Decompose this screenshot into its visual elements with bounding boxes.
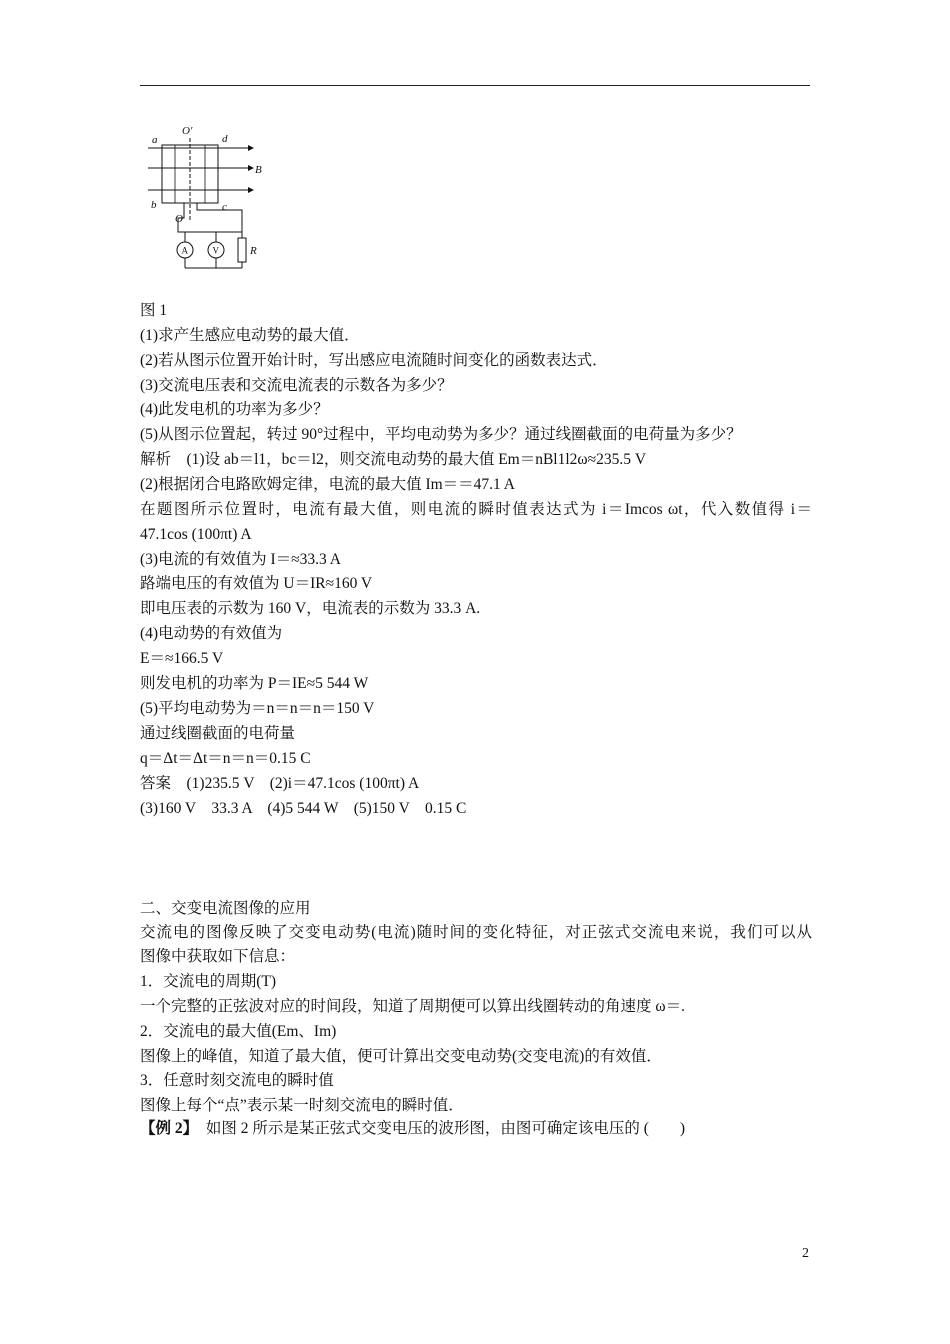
label-c: c <box>222 201 227 213</box>
header-rule <box>140 85 810 86</box>
solution-line: 路端电压的有效值为 U＝IR≈160 V <box>140 575 373 592</box>
section-intro: 图像中获取如下信息： <box>140 948 296 965</box>
question-5: (5)从图示位置起，转过 90°过程中，平均电动势为多少？通过线圈截面的电荷量为多少？ <box>140 426 742 443</box>
question-2: (2)若从图示位置开始计时，写出感应电流随时间变化的函数表达式． <box>140 352 608 369</box>
section-item: 2．交流电的最大值(Em、Im) <box>140 1023 337 1040</box>
solution-line: (4)电动势的有效值为 <box>140 625 283 642</box>
example-label: 【例 2】 <box>140 1120 191 1137</box>
section-item: 3．任意时刻交流电的瞬时值 <box>140 1072 334 1089</box>
solution-line: 在题图所示位置时，电流有最大值，则电流的瞬时值表达式为 i＝Imcos ωt，代入数值得 i＝ <box>140 501 812 518</box>
page-number: 2 <box>802 1246 809 1261</box>
label-o: O <box>175 213 183 225</box>
field-arrow-3 <box>248 187 254 193</box>
label-o-prime: O′ <box>182 125 193 137</box>
section-item: 一个完整的正弦波对应的时间段，知道了周期便可以算出线圈转动的角速度 ω＝. <box>140 998 685 1015</box>
solution-line: 则发电机的功率为 P＝IE≈5 544 W <box>140 675 369 692</box>
solution-line: q＝Δt＝Δt＝n＝n＝0.15 C <box>140 750 311 767</box>
label-b-field: B <box>255 164 262 176</box>
field-arrow-2 <box>248 165 254 171</box>
question-3: (3)交流电压表和交流电流表的示数各为多少？ <box>140 377 453 394</box>
section-item: 1．交流电的周期(T) <box>140 973 277 990</box>
section-item: 图像上每个“点”表示某一时刻交流电的瞬时值． <box>140 1097 464 1114</box>
question-1: (1)求产生感应电动势的最大值． <box>140 327 360 344</box>
label-a: a <box>152 134 158 146</box>
label-ammeter: A <box>181 245 188 256</box>
example-text: 如图 2 所示是某正弦式交变电压的波形图，由图可确定该电压的 ( ) <box>190 1120 686 1137</box>
label-voltmeter: V <box>212 245 219 256</box>
solution-line: 47.1cos (100πt) A <box>140 526 252 543</box>
label-d: d <box>222 133 228 145</box>
solution-line: 即电压表的示数为 160 V，电流表的示数为 33.3 A. <box>140 600 481 617</box>
field-arrow-1 <box>248 145 254 151</box>
label-resistor: R <box>250 245 257 257</box>
answer-line: (3)160 V 33.3 A (4)5 544 W (5)150 V 0.15 C <box>140 800 467 817</box>
solution-line: (2)根据闭合电路欧姆定律，电流的最大值 Im＝＝47.1 A <box>140 476 516 493</box>
solution-line: E＝≈166.5 V <box>140 650 224 667</box>
solution-line: (3)电流的有效值为 I＝≈33.3 A <box>140 551 341 568</box>
question-4: (4)此发电机的功率为多少？ <box>140 401 329 418</box>
lead-right <box>197 203 242 232</box>
solution-line: (5)平均电动势为＝n＝n＝n＝150 V <box>140 700 375 717</box>
figure-caption: 图 1 <box>140 302 168 319</box>
resistor-icon <box>238 238 246 262</box>
section-item: 图像上的峰值，知道了最大值，便可计算出交变电动势(交变电流)的有效值． <box>140 1048 662 1065</box>
solution-line: 解析 (1)设 ab＝l1，bc＝l2，则交流电动势的最大值 Em＝nBl1l2ω≈235.5 V <box>140 451 647 468</box>
answer-line: 答案 (1)235.5 V (2)i＝47.1cos (100πt) A <box>140 775 420 792</box>
generator-circuit-diagram <box>140 120 280 285</box>
example-2 <box>140 1119 685 1139</box>
solution-line: 通过线圈截面的电荷量 <box>140 725 296 742</box>
section-intro: 交流电的图像反映了交变电动势(电流)随时间的变化特征，对正弦式交流电来说，我们可以从 <box>140 924 812 941</box>
label-b: b <box>151 199 157 211</box>
section-heading: 二、交变电流图像的应用 <box>140 900 311 917</box>
